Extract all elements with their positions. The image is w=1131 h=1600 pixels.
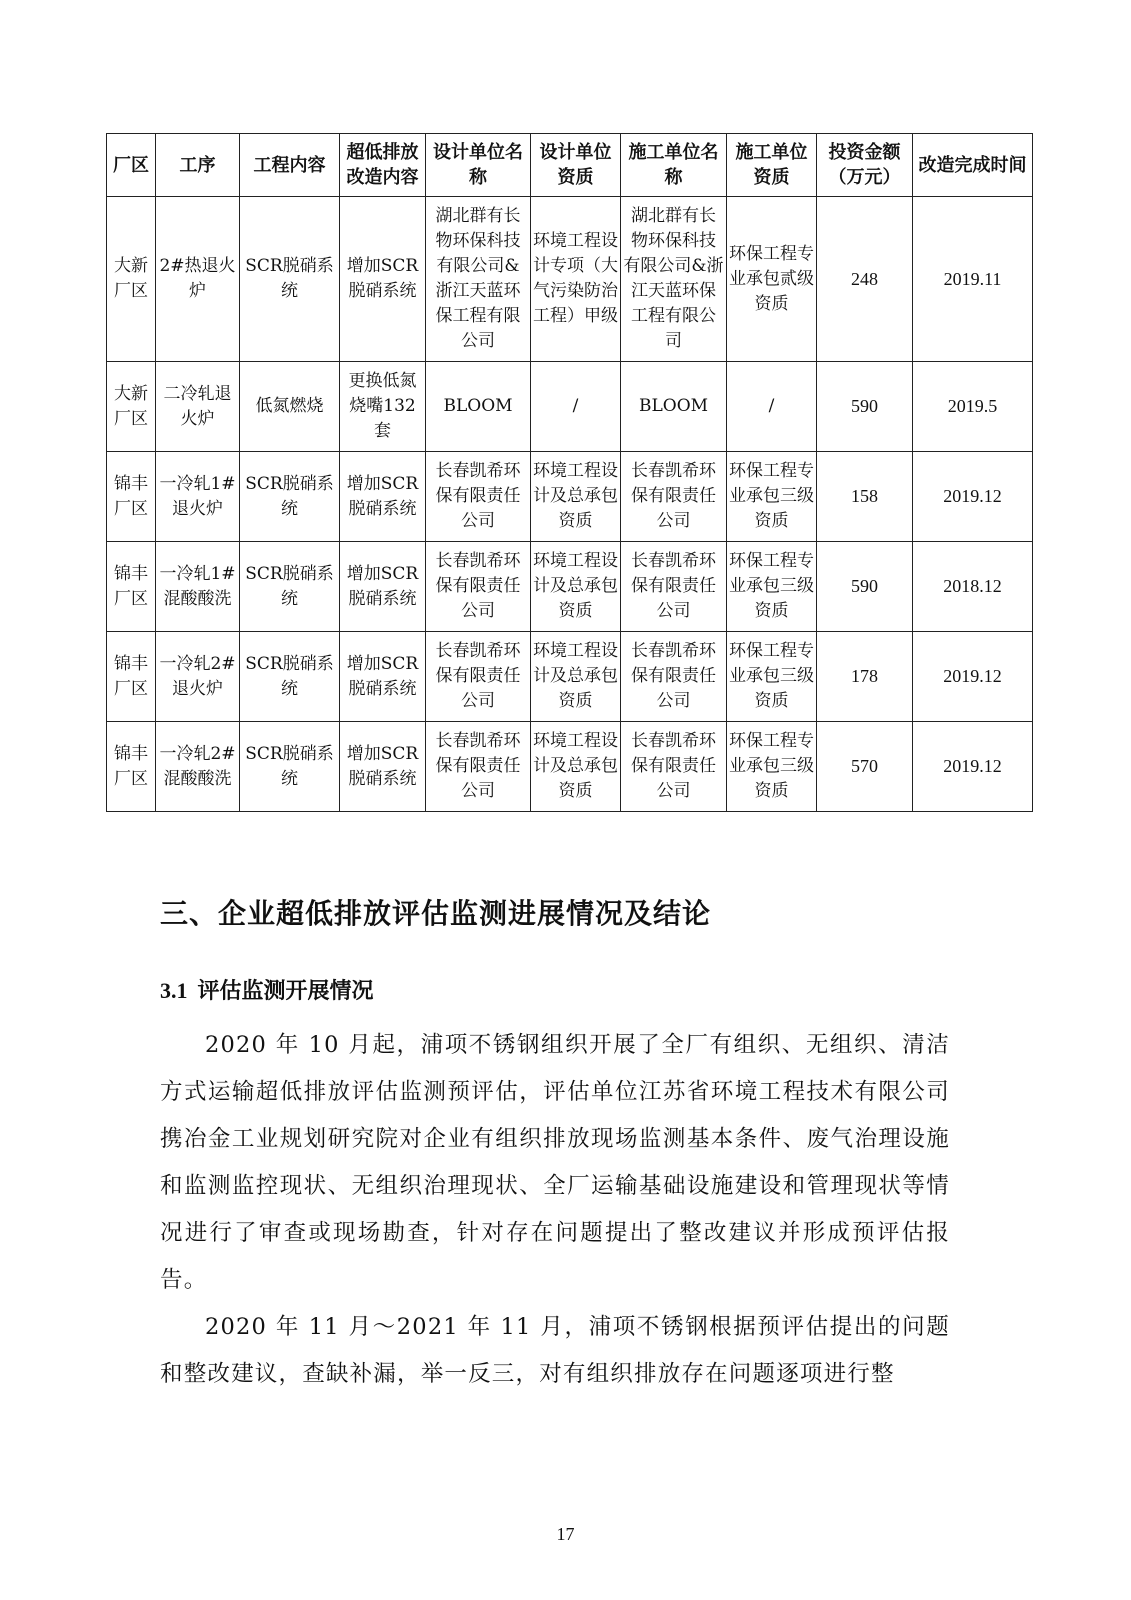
table-cell: 环境工程设计及总承包资质 <box>531 542 621 632</box>
table-cell: 环保工程专业承包三级资质 <box>727 722 817 812</box>
table-cell: 低氮燃烧 <box>240 362 340 452</box>
table-cell: 一冷轧2#退火炉 <box>156 632 240 722</box>
table-cell: 二冷轧退火炉 <box>156 362 240 452</box>
table-cell: / <box>531 362 621 452</box>
table-cell: 环境工程设计及总承包资质 <box>531 722 621 812</box>
table-row <box>107 197 1033 362</box>
table-cell: 570 <box>817 722 913 812</box>
table-cell: 590 <box>817 362 913 452</box>
table-cell: 增加SCR脱硝系统 <box>340 632 426 722</box>
table-cell: / <box>727 362 817 452</box>
table-cell: 590 <box>817 542 913 632</box>
body-paragraph: 2020 年 11 月～2021 年 11 月，浦项不锈钢根据预评估提出的问题和整改建议，查缺补漏，举一反三，对有组织排放存在问题逐项进行整 <box>160 1314 950 1387</box>
table-cell: 锦丰厂区 <box>107 542 156 632</box>
subsection-title: 评估监测开展情况 <box>197 979 374 1004</box>
table-cell: 环境工程设计及总承包资质 <box>531 632 621 722</box>
header-cell: 施工单位资质 <box>727 134 817 197</box>
table-cell: 长春凯希环保有限责任公司 <box>426 542 531 632</box>
header-cell: 改造完成时间 <box>913 134 1033 197</box>
table-cell: 一冷轧1#混酸酸洗 <box>156 542 240 632</box>
table-cell: 长春凯希环保有限责任公司 <box>426 632 531 722</box>
header-cell: 设计单位名称 <box>426 134 531 197</box>
table-row <box>107 362 1033 452</box>
table-cell: 环境工程设计专项（大气污染防治工程）甲级 <box>531 197 621 362</box>
table-cell: SCR脱硝系统 <box>240 722 340 812</box>
page-number: 17 <box>556 1524 575 1544</box>
header-cell: 工序 <box>156 134 240 197</box>
table-row <box>107 722 1033 812</box>
table-cell: SCR脱硝系统 <box>240 197 340 362</box>
header-cell: 厂区 <box>107 134 156 197</box>
body-paragraph: 2020 年 10 月起，浦项不锈钢组织开展了全厂有组织、无组织、清洁方式运输超低排放评估监测预评估，评估单位江苏省环境工程技术有限公司携冶金工业规划研究院对企业有组织排放现场监测基本条件、废气治理设施和监测监控现状、无组织治理现状、全厂运输基础设施建设和管理现状等情况进行了审查或现场勘查，针对存在问题提出了整改建议并形成预评估报告。 <box>160 1032 950 1293</box>
section-title: 三、企业超低排放评估监测进展情况及结论 <box>160 897 712 930</box>
table-cell: 248 <box>817 197 913 362</box>
subsection-heading <box>160 974 374 1005</box>
table-cell: 一冷轧2#混酸酸洗 <box>156 722 240 812</box>
table-cell: 长春凯希环保有限责任公司 <box>621 632 727 722</box>
table-cell: 环保工程专业承包三级资质 <box>727 632 817 722</box>
table-cell: 2019.12 <box>913 632 1033 722</box>
table-cell: BLOOM <box>426 362 531 452</box>
table-cell: 锦丰厂区 <box>107 632 156 722</box>
table-cell: 湖北群有长物环保科技有限公司&浙江天蓝环保工程有限公司 <box>621 197 727 362</box>
table-cell: 158 <box>817 452 913 542</box>
table-cell: 大新厂区 <box>107 197 156 362</box>
table-cell: SCR脱硝系统 <box>240 632 340 722</box>
table-cell: 长春凯希环保有限责任公司 <box>621 452 727 542</box>
table-cell: BLOOM <box>621 362 727 452</box>
subsection-number: 3.1 <box>160 978 188 1003</box>
project-table <box>106 133 1033 812</box>
header-cell: 投资金额（万元） <box>817 134 913 197</box>
header-cell: 超低排放改造内容 <box>340 134 426 197</box>
table-cell: 2019.11 <box>913 197 1033 362</box>
table-row <box>107 542 1033 632</box>
table-cell: 2019.12 <box>913 722 1033 812</box>
table-cell: 环保工程专业承包三级资质 <box>727 452 817 542</box>
table-cell: 长春凯希环保有限责任公司 <box>426 452 531 542</box>
table-cell: 增加SCR脱硝系统 <box>340 197 426 362</box>
table-cell: 增加SCR脱硝系统 <box>340 452 426 542</box>
table-cell: 增加SCR脱硝系统 <box>340 542 426 632</box>
table-cell: 大新厂区 <box>107 362 156 452</box>
table-cell: 环保工程专业承包贰级资质 <box>727 197 817 362</box>
table-cell: 178 <box>817 632 913 722</box>
header-cell: 施工单位名称 <box>621 134 727 197</box>
table-cell: 环保工程专业承包三级资质 <box>727 542 817 632</box>
table-cell: 增加SCR脱硝系统 <box>340 722 426 812</box>
table-cell: 长春凯希环保有限责任公司 <box>621 542 727 632</box>
header-cell: 设计单位资质 <box>531 134 621 197</box>
table-cell: 2019.12 <box>913 452 1033 542</box>
table-cell: 2019.5 <box>913 362 1033 452</box>
table-row <box>107 632 1033 722</box>
table-cell: 锦丰厂区 <box>107 452 156 542</box>
table-cell: SCR脱硝系统 <box>240 452 340 542</box>
table-cell: 湖北群有长物环保科技有限公司&浙江天蓝环保工程有限公司 <box>426 197 531 362</box>
table-cell: 环境工程设计及总承包资质 <box>531 452 621 542</box>
table-cell: 长春凯希环保有限责任公司 <box>621 722 727 812</box>
table-cell: 2#热退火炉 <box>156 197 240 362</box>
table-cell: 更换低氮烧嘴132套 <box>340 362 426 452</box>
table-header-row <box>107 134 1033 197</box>
table-cell: SCR脱硝系统 <box>240 542 340 632</box>
header-cell: 工程内容 <box>240 134 340 197</box>
table-row <box>107 452 1033 542</box>
table-cell: 一冷轧1#退火炉 <box>156 452 240 542</box>
table-cell: 2018.12 <box>913 542 1033 632</box>
table-cell: 长春凯希环保有限责任公司 <box>426 722 531 812</box>
table-cell: 锦丰厂区 <box>107 722 156 812</box>
